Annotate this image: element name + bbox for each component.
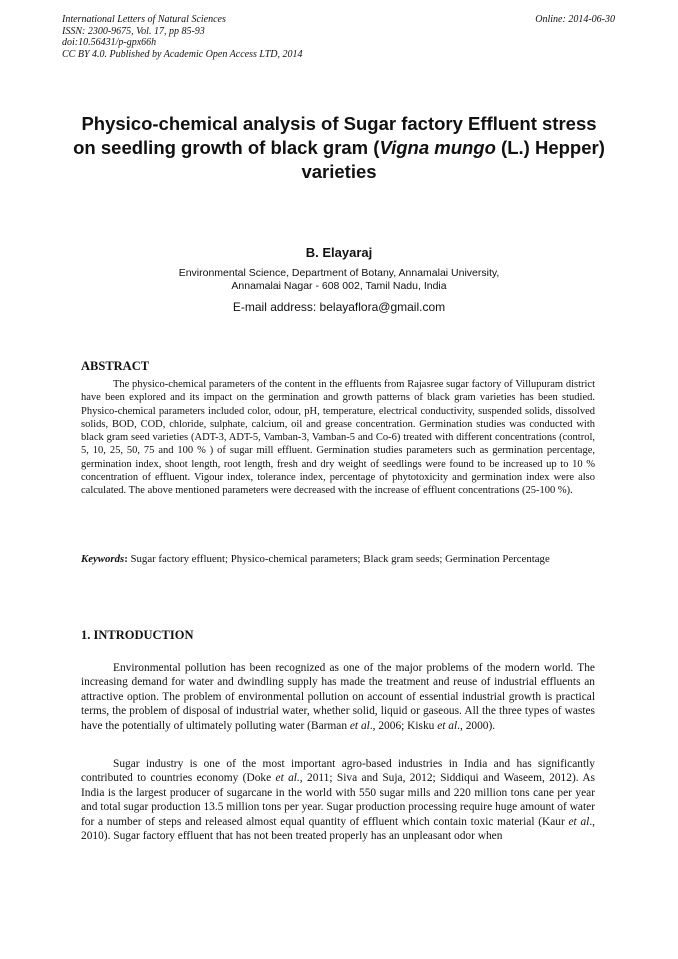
intro-paragraph-2 (81, 757, 595, 843)
introduction-heading: 1. INTRODUCTION (81, 628, 194, 642)
keywords (81, 553, 595, 567)
intro-p2-text-c: ., 2010). Sugar factory effluent that has not been treated properly has an unpleasant odor when (81, 815, 596, 843)
doi-line: doi:10.56431/p-gpx66h (62, 37, 157, 48)
intro-paragraph-1 (81, 661, 595, 733)
title-italic-species: Vigna mungo (379, 137, 496, 158)
intro-p2-etal-1: et al., (275, 772, 303, 785)
title-text-2: (L.) Hepper) varieties (301, 137, 605, 182)
intro-p2-text-a: Sugar industry is one of the most important agro-based industries in India and has significantly contributed to countries economy (Doke (81, 758, 595, 785)
journal-header (62, 14, 442, 60)
keywords-label: Keywords (81, 553, 125, 565)
abstract-heading: ABSTRACT (81, 359, 150, 373)
author-name: B. Elayaraj (305, 245, 373, 260)
author-email: E-mail address: belayaflora@gmail.com (232, 300, 446, 314)
intro-p1-etal-2: et al (437, 719, 458, 732)
affiliation-line-1: Environmental Science, Department of Botany, Annamalai University, (178, 267, 500, 279)
intro-p1-text-c: ., 2000). (457, 719, 496, 732)
intro-p2-text-b: 2011; Siva and Suja, 2012; Siddiqui and Waseem, 2012). As India is the largest producer of sugarcane in the world with 550 sugar mills and 220 million tons cane per year and total sugar production 13.5 million tons per year. Sugar production processing require huge amount of water for a number of steps and released almost equal quantity of effluent which contain toxic material (Kaur (81, 772, 595, 828)
keywords-text: Sugar factory effluent; Physico-chemical parameters; Black gram seeds; Germination Percentage (127, 553, 550, 565)
paper-title (70, 112, 608, 184)
title-text-1: Physico-chemical analysis of Sugar factory Effluent stress on seedling growth of black gram ( (73, 113, 597, 158)
affiliation-line-2: Annamalai Nagar - 608 002, Tamil Nadu, India (231, 280, 447, 292)
journal-name: International Letters of Natural Sciences (62, 14, 226, 25)
keywords-colon: : (124, 553, 128, 565)
license-line: CC BY 4.0. Published by Academic Open Access LTD, 2014 (62, 48, 303, 60)
issn-line: ISSN: 2300-9675, Vol. 17, pp 85-93 (62, 25, 205, 37)
intro-p1-text-b: ., 2006; Kisku (369, 719, 438, 732)
intro-p1-etal-1: et al (349, 719, 370, 732)
intro-p1-text-a: Environmental pollution has been recognized as one of the major problems of the modern world. The increasing demand for water and dwindling supply has made the treatment and reuse of industrial effluents an attractive option. The problem of environmental pollution on account of essential industrial growth is practical terms, the problem of disposal of industrial water, whether solid, liquid or gaseous. All the three types of wastes have the potentially of ultimately polluting water (Barman (81, 662, 595, 732)
author-affiliation (0, 267, 678, 293)
intro-p2-etal-2: et al (568, 815, 590, 828)
online-date: Online: 2014-06-30 (535, 14, 615, 25)
abstract-text: The physico-chemical parameters of the content in the effluents from Rajasree sugar factory of Villupuram district have been explored and its impact on the germination and growth patterns of black gram varieties has been studied. Physico-chemical parameters included color, odour, pH, temperature, electrical conductivity, suspended solids, dissolved solids, BOD, COD, chloride, sulphate, calcium, oil and grease concentration. Germination studies was conducted with black gram seed varieties (ADT-3, ADT-5, Vamban-3, Vamban-5 and Co-6) treated with different concentrations (control, 5, 10, 25, 50, 75 and 100 % ) of sugar mill effluent. Germination studies parameters such as germination percentage, germination index, shoot length, root length, fresh and dry weight of seedlings were found to be increased up to 10 % concentration of effluent. Vigour index, tolerance index, percentage of phytotoxicity and germination index were also calculated. The above mentioned parameters were decreased with the increase of effluent concentrations (25-100 %). (81, 379, 595, 497)
